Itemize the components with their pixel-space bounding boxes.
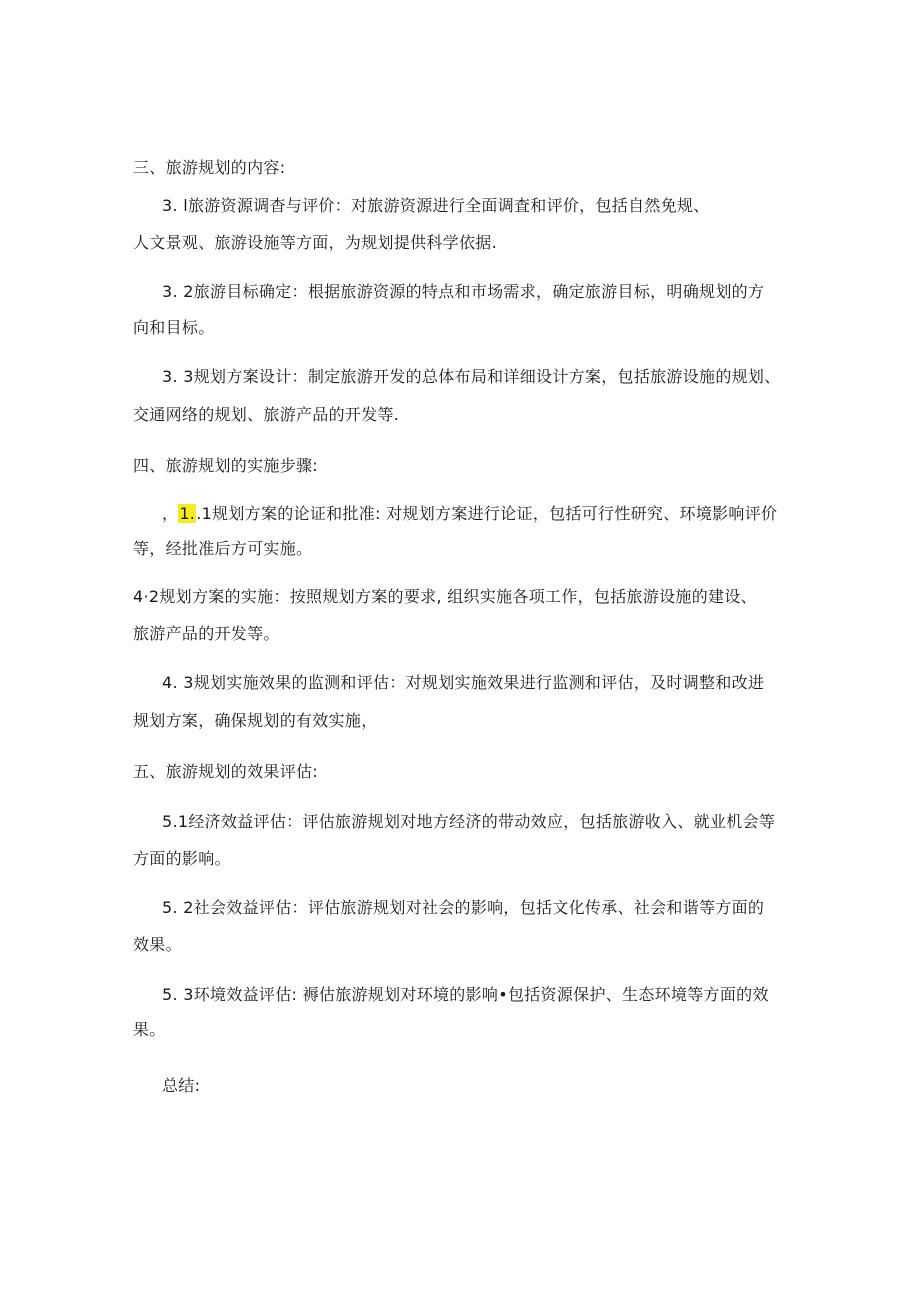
paragraph-3-1-line-1: 3. l旅游资源调杳与评价：对旅游资源进行全面调査和评价，包括自然免规、 xyxy=(162,196,710,215)
paragraph-5-3-line-2: 果。 xyxy=(133,1020,166,1039)
paragraph-4-1-line-2: 等，经批准后方可实施。 xyxy=(133,539,313,558)
section-3-heading: 三、旅游规划的内容: xyxy=(133,158,286,177)
paragraph-4-2-line-2: 旅游产品的开发等。 xyxy=(133,624,280,643)
paragraph-4-1-prefix: ， xyxy=(162,504,179,523)
paragraph-5-2-line-1: 5. 2社会效益评估：评估旅游规划对社会的影响，包括文化传承、社会和谐等方面的 xyxy=(162,898,765,917)
paragraph-3-3-line-2: 交通网络的规划、旅游产品的开发等. xyxy=(133,405,400,424)
paragraph-4-3-line-2: 规划方案，确保规划的有效实施， xyxy=(133,711,378,730)
paragraph-4-1-text: .1规划方案的论证和批准: 对规划方案进行论证，包括可行性研究、环境影响评价 xyxy=(196,504,778,523)
section-5-heading: 五、旅游规划的效果评估: xyxy=(133,762,318,781)
paragraph-5-3-line-1: 5. 3环境效益评估: 褥估旅游规划对环境的影响•包括资源保护、生态环境等方面的效 xyxy=(162,985,769,1004)
paragraph-3-1-line-2: 人文景观、旅游设施等方面，为规划提供科学依据. xyxy=(133,233,497,252)
paragraph-3-3-line-1: 3. 3规划方案设计：制定旅游开发的总体布局和详细设计方案，包括旅游设施的规划、 xyxy=(162,367,781,386)
highlighted-number: 1. xyxy=(179,504,196,523)
paragraph-5-1-line-1: 5.1经济效益评估：评估旅游规划对地方经济的带动效应，包括旅游收入、就业机会等 xyxy=(162,812,776,831)
paragraph-3-2-line-2: 向和目标。 xyxy=(133,318,215,337)
summary-label: 总结: xyxy=(162,1076,201,1095)
section-4-heading: 四、旅游规划的实施步骤: xyxy=(133,456,318,475)
paragraph-5-2-line-2: 效果。 xyxy=(133,935,182,954)
paragraph-3-2-line-1: 3. 2旅游目标确定：根据旅游资源的特点和市场需求，确定旅游目标，明确规划的方 xyxy=(162,282,765,301)
paragraph-4-2-line-1: 4·2规划方案的实施：按照规划方案的要求, 组织实施各项工作，包括旅游设施的建设、 xyxy=(133,587,757,606)
paragraph-5-1-line-2: 方面的影响。 xyxy=(133,849,231,868)
paragraph-4-1-line-1 xyxy=(162,504,777,524)
paragraph-4-3-line-1: 4. 3规划实施效果的监测和评估：对规划实施效果进行监测和评估，及时调整和改进 xyxy=(162,673,765,692)
